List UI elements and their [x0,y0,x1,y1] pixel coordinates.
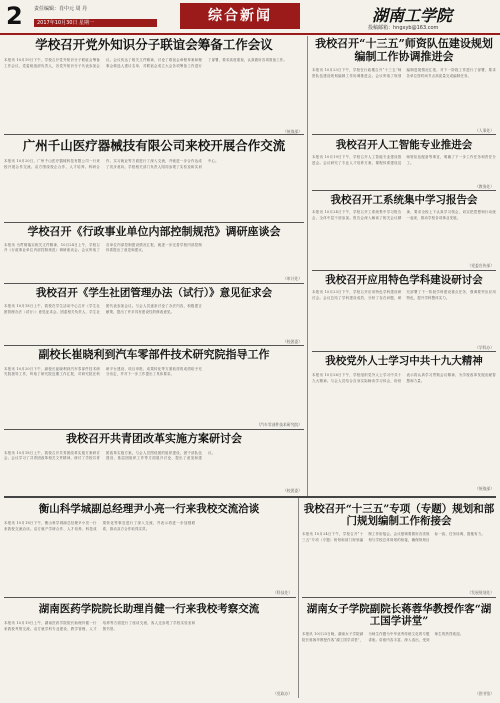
article-author: （教务处） [475,184,494,189]
article-divider [4,283,304,284]
article-author: （党委宣传部） [467,263,494,268]
article-a9 [312,38,496,130]
article-title: 湖南医药学院院长助理肖健一行来我校考察交流 [38,603,260,615]
column-divider [307,36,308,496]
article-title: 我校召开人工智能专业推进会 [335,139,473,151]
article-author: （科技处） [273,590,292,595]
article-a3 [4,226,304,281]
article-body: 本报讯 10月19日上午，湖南医药学院院长助理肖健一行来我校考察交流。双方就学科专业建设、教学管理、人才培养等方面进行了座谈交流，客人还参观了学校实验室和图书馆。 [4,621,196,631]
article-a11 [312,194,496,270]
article-title: 学校召开《行政事业单位内部控制规范》调研座谈会 [27,225,281,238]
article-divider [312,134,496,135]
article-a2 [4,139,304,219]
article-title: 我校召开应用特色学科建设研讨会 [325,274,483,286]
article-body: 本报讯 10月23日下午，学校召开应用特色学科建设研讨会。会议总结了学科建设成效，分析了存在问题，研究部署了下一阶段学科建设重点任务，强调要突出应用特色，提升学科整体实力。 [312,290,496,300]
article-author: （审计处） [283,276,302,281]
article-body: 本报讯 为贯彻落实相关文件精神，10月24日上午，学校召开《行政事业单位内部控制规范》调研座谈会。会议听取了各单位内部控制建设情况汇报，就进一步完善学校内部控制体系提出了意见和建议。 [4,242,202,253]
article-title: 我校召开《学生社团管理办法（试行）》意见征求会 [35,287,273,299]
article-author: （人事处） [475,128,494,133]
article-a1 [4,38,304,136]
column-divider [298,498,299,698]
paper-email: 投稿邮箱：hngxyb@163.com [368,25,439,31]
article-divider [4,345,304,346]
article-a10 [312,139,496,185]
article-divider [4,222,304,223]
edit-info: 责任编辑：肖中元 周 丹 [34,6,88,12]
paper-name: 湖南工学院 [372,6,453,25]
article-body: 本报讯 10月18日上午，我校在学生活动中心召开《学生社团管理办法（试行）》意见征求会。团委相关负责人、学生社团代表参加会议。与会人员逐条讨论了办法内容，积极建言献策，提出了许多具有建设性的修改意见。 [4,304,202,314]
article-body: 本报讯 10月20日下午，副校长崔晓利到汽车零部件技术研究院指导工作，听取了研究院近期工作汇报，对研究院在科研平台建设、项目申报、成果转化等方面取得的成绩给予充分肯定，并对下一步工作提出了具体要求。 [4,366,202,377]
article-title: 我校召开工系统集中学习报告会 [330,194,478,206]
article-a13 [312,355,496,483]
article-author: （党政办） [273,691,292,696]
article-divider [4,134,304,135]
article-author: （统战部） [475,486,494,491]
article-divider [4,597,296,598]
article-body: 本报讯 10月26日下午，学校组织党外人士学习中共十九大精神。与会人员结合自身实际畅谈学习体会，纷纷表示将认真学习贯彻会议精神，为学校改革发展贡献智慧和力量。 [312,373,496,383]
article-divider [302,597,496,598]
article-title: 湖南女子学院副院长蒋蓉华教授作客“湖工国学讲堂” [306,603,492,628]
article-title: 学校召开党外知识分子联谊会筹备工作会议 [35,37,273,52]
article-body: 本报讯 10月25日晚，湖南女子学院副院长蒋蓉华教授作客“湖工国学讲堂”，为师生作题为中华优秀传统文化的专题讲座。讲座内容丰富、深入浅出，受到师生的热烈欢迎。 [302,632,464,642]
section-title: 综合新闻 [180,3,300,29]
article-author: （校团委） [283,339,302,344]
article-body: 本报讯 10月23日下午，学校在行政楼召开“十三五”师资队伍建设规划编制工作协调推进会。会议听取了规划编制进展情况汇报，对下一阶段工作进行了部署，要求各单位按时间节点高质量完成编制任务。 [312,68,496,79]
article-author: （汽车零部件技术研究院） [256,422,302,427]
article-divider [312,190,496,191]
page-number: 2 [6,2,23,30]
article-divider [312,351,496,352]
article-author: （发展规划处） [467,590,494,595]
article-body: 本报讯 10月24日下午，学校召开工系统集中学习报告会，全体中层干部参加。报告会深入解读了相关会议精神，要求全校上下认真学习领会，切实把思想和行动统一起来，推动学校各项事业发展。 [312,210,496,220]
article-body: 本报讯 10月18日上午，我校召开共青团改革实施方案研讨会。会议学习了共青团改革相关文件精神，研讨了学校共青团改革实施方案。与会人员围绕团的组织建设、团干部队伍建设、基层团组织工作等方面展开讨论，提出了意见和建议。 [4,450,216,461]
article-author: （统战部） [283,129,302,134]
article-a15 [302,603,496,690]
article-author: （学科办） [475,345,494,350]
article-a7 [4,503,294,579]
masthead [0,0,500,33]
section-divider [4,496,496,498]
article-title: 我校召开“十三五”师资队伍建设规划编制工作协调推进会 [315,37,493,63]
article-title: 广州千山医疗器械技有限公司来校开展合作交流 [22,138,286,153]
date-info: 2017年10月30日 星期一 [34,19,157,27]
article-title: 我校党外人士学习中共十九大精神 [325,355,483,367]
article-body: 本报讯 10月24日下午，学校召开“十三五”专项（专题）规划和部门规划编制工作衔接会。会议强调要做好各类规划与学校总体规划的衔接，确保规划目标一致、任务协调、措施有力。 [302,532,485,542]
article-author: （图书馆） [475,691,494,696]
article-a12 [312,274,496,352]
article-body: 本报讯 10月19日下午，学校召开党外知识分子联谊会筹备工作会议，党委统战部负责人，各党外知识分子代表参加会议。会议传达了相关文件精神，讨论了联谊会章程草案和理事会候选人建议名单，对联谊会成立大会各项筹备工作进行了部署，要求高度重视，认真做好各项准备工作。 [4,58,287,69]
article-a14 [302,503,496,590]
article-title: 我校召开“十三五”专项（专题）规划和部门规划编制工作衔接会 [303,503,495,528]
article-a8 [4,603,294,679]
article-body: 本报讯 10月20日，广州千山医疗器械科技有限公司一行来校开展合作交流。双方围绕校企合作、人才培养、科研合作、实习就业等方面进行了深入交流，并就进一步合作达成了初步意向。学校相关部门负责人陪同参观了实验室和实训中心。 [4,159,219,170]
article-author: （校团委） [283,488,302,493]
article-a5 [4,349,304,425]
article-body: 本报讯 10月19日下午，学校召开人工智能专业建设推进会。会议研究了专业人才培养方案、课程体系建设及师资队伍配备等事宜，明确了下一步工作任务和责任分工。 [312,155,496,165]
article-title: 我校召开共青团改革实施方案研讨会 [66,432,242,445]
masthead-rule [0,33,500,35]
article-divider [4,429,304,430]
article-divider [312,270,496,271]
article-body: 本报讯 10月18日下午，衡山科学城副总经理尹小亮一行来我校交流洽谈。双方就产学研合作、人才培养、科技成果转化等事宜进行了深入交流，并表示将进一步加强联系，推动双方合作取得实效。 [4,521,196,531]
article-title: 副校长崔晓利到汽车零部件技术研究院指导工作 [38,348,270,361]
article-title: 衡山科学城副总经理尹小亮一行来我校交流洽谈 [38,503,260,515]
